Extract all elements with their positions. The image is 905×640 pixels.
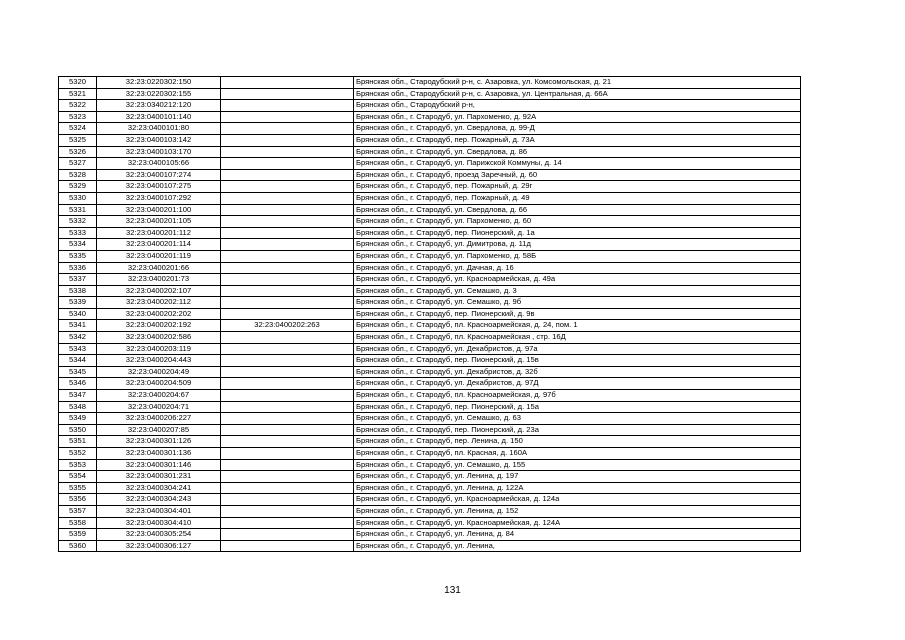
- row-number-cell: 5357: [59, 505, 97, 517]
- table-row: [59, 158, 801, 170]
- table-row: [59, 88, 801, 100]
- row-number-cell: 5353: [59, 459, 97, 471]
- address-cell: Брянская обл., г. Стародуб, пер. Ленина, д. 150: [354, 436, 801, 448]
- row-number-cell: 5345: [59, 366, 97, 378]
- table-row: [59, 204, 801, 216]
- row-number-cell: 5360: [59, 540, 97, 552]
- address-cell: Брянская обл., г. Стародуб, ул. Красноармейская, д. 49а: [354, 274, 801, 286]
- address-cell: Брянская обл., г. Стародуб, ул. Декабристов, д. 97а: [354, 343, 801, 355]
- row-number-cell: 5321: [59, 88, 97, 100]
- previous-number-cell: [221, 401, 354, 413]
- cadastral-number-cell: 32:23:0400101:80: [97, 123, 221, 135]
- cadastral-number-cell: 32:23:0400204:71: [97, 401, 221, 413]
- cadastral-number-cell: 32:23:0400107:275: [97, 181, 221, 193]
- address-cell: Брянская обл., г. Стародуб, ул. Пархоменко, д. 58Б: [354, 250, 801, 262]
- address-cell: Брянская обл., г. Стародуб, пер. Пожарный, д. 73А: [354, 134, 801, 146]
- table-row: [59, 227, 801, 239]
- table-row: [59, 378, 801, 390]
- cadastral-number-cell: 32:23:0400301:231: [97, 471, 221, 483]
- property-table: [58, 76, 801, 552]
- cadastral-number-cell: 32:23:0400301:146: [97, 459, 221, 471]
- previous-number-cell: [221, 77, 354, 89]
- row-number-cell: 5350: [59, 424, 97, 436]
- row-number-cell: 5355: [59, 482, 97, 494]
- previous-number-cell: 32:23:0400202:263: [221, 320, 354, 332]
- table-body: [59, 77, 801, 552]
- cadastral-number-cell: 32:23:0400203:119: [97, 343, 221, 355]
- row-number-cell: 5344: [59, 355, 97, 367]
- address-cell: Брянская обл., г. Стародуб, ул. Семашко, д. 155: [354, 459, 801, 471]
- previous-number-cell: [221, 134, 354, 146]
- table-row: [59, 239, 801, 251]
- previous-number-cell: [221, 459, 354, 471]
- cadastral-number-cell: 32:23:0400306:127: [97, 540, 221, 552]
- row-number-cell: 5348: [59, 401, 97, 413]
- cadastral-number-cell: 32:23:0400103:142: [97, 134, 221, 146]
- address-cell: Брянская обл., г. Стародуб, ул. Парижской Коммуны, д. 14: [354, 158, 801, 170]
- cadastral-number-cell: 32:23:0400204:509: [97, 378, 221, 390]
- row-number-cell: 5336: [59, 262, 97, 274]
- cadastral-number-cell: 32:23:0400304:241: [97, 482, 221, 494]
- cadastral-number-cell: 32:23:0400107:292: [97, 192, 221, 204]
- table-row: [59, 332, 801, 344]
- cadastral-number-cell: 32:23:0400103:170: [97, 146, 221, 158]
- page-number: 131: [444, 585, 461, 596]
- address-cell: Брянская обл., Стародубский р-н, с. Азаровка, ул. Комсомольская, д. 21: [354, 77, 801, 89]
- previous-number-cell: [221, 378, 354, 390]
- address-cell: Брянская обл., г. Стародуб, ул. Пархоменко, д. 60: [354, 216, 801, 228]
- table-row: [59, 505, 801, 517]
- table-row: [59, 436, 801, 448]
- cadastral-number-cell: 32:23:0400202:107: [97, 285, 221, 297]
- row-number-cell: 5359: [59, 529, 97, 541]
- row-number-cell: 5354: [59, 471, 97, 483]
- cadastral-number-cell: 32:23:0400301:126: [97, 436, 221, 448]
- row-number-cell: 5320: [59, 77, 97, 89]
- table-row: [59, 401, 801, 413]
- row-number-cell: 5343: [59, 343, 97, 355]
- previous-number-cell: [221, 250, 354, 262]
- table-row: [59, 320, 801, 332]
- previous-number-cell: [221, 413, 354, 425]
- row-number-cell: 5347: [59, 390, 97, 402]
- previous-number-cell: [221, 494, 354, 506]
- cadastral-number-cell: 32:23:0400304:243: [97, 494, 221, 506]
- table-row: [59, 482, 801, 494]
- row-number-cell: 5323: [59, 111, 97, 123]
- row-number-cell: 5331: [59, 204, 97, 216]
- cadastral-number-cell: 32:23:0400201:112: [97, 227, 221, 239]
- previous-number-cell: [221, 181, 354, 193]
- table-row: [59, 494, 801, 506]
- cadastral-number-cell: 32:23:0400204:67: [97, 390, 221, 402]
- table-row: [59, 355, 801, 367]
- address-cell: Брянская обл., г. Стародуб, ул. Ленина, д. 197: [354, 471, 801, 483]
- address-cell: Брянская обл., Стародубский р-н, с. Азаровка, ул. Центральная, д. 66А: [354, 88, 801, 100]
- row-number-cell: 5328: [59, 169, 97, 181]
- cadastral-number-cell: 32:23:0400202:192: [97, 320, 221, 332]
- table-row: [59, 297, 801, 309]
- previous-number-cell: [221, 424, 354, 436]
- cadastral-number-cell: 32:23:0400202:202: [97, 308, 221, 320]
- address-cell: Брянская обл., г. Стародуб, пер. Пионерский, д. 15а: [354, 401, 801, 413]
- row-number-cell: 5330: [59, 192, 97, 204]
- previous-number-cell: [221, 216, 354, 228]
- cadastral-number-cell: 32:23:0220302:155: [97, 88, 221, 100]
- address-cell: Брянская обл., г. Стародуб, ул. Семашко, д. 63: [354, 413, 801, 425]
- cadastral-number-cell: 32:23:0400202:586: [97, 332, 221, 344]
- address-cell: Брянская обл., г. Стародуб, пер. Пионерский, д. 23а: [354, 424, 801, 436]
- address-cell: Брянская обл., г. Стародуб, пл. Красноармейская, д. 24, пом. 1: [354, 320, 801, 332]
- row-number-cell: 5337: [59, 274, 97, 286]
- row-number-cell: 5340: [59, 308, 97, 320]
- row-number-cell: 5338: [59, 285, 97, 297]
- address-cell: Брянская обл., г. Стародуб, ул. Ленина,: [354, 540, 801, 552]
- address-cell: Брянская обл., г. Стародуб, ул. Красноармейская, д. 124а: [354, 494, 801, 506]
- previous-number-cell: [221, 146, 354, 158]
- address-cell: Брянская обл., г. Стародуб, ул. Ленина, д. 84: [354, 529, 801, 541]
- address-cell: Брянская обл., г. Стародуб, ул. Ленина, д. 152: [354, 505, 801, 517]
- table-row: [59, 366, 801, 378]
- table-row: [59, 540, 801, 552]
- cadastral-number-cell: 32:23:0400101:140: [97, 111, 221, 123]
- cadastral-number-cell: 32:23:0400201:105: [97, 216, 221, 228]
- table-row: [59, 471, 801, 483]
- row-number-cell: 5326: [59, 146, 97, 158]
- row-number-cell: 5327: [59, 158, 97, 170]
- previous-number-cell: [221, 482, 354, 494]
- table-row: [59, 308, 801, 320]
- address-cell: Брянская обл., г. Стародуб, ул. Семашко, д. 3: [354, 285, 801, 297]
- row-number-cell: 5325: [59, 134, 97, 146]
- table-row: [59, 274, 801, 286]
- address-cell: Брянская обл., г. Стародуб, пл. Красная, д. 160А: [354, 448, 801, 460]
- address-cell: Брянская обл., г. Стародуб, ул. Димитрова, д. 11д: [354, 239, 801, 251]
- address-cell: Брянская обл., г. Стародуб, ул. Декабристов, д. 97Д: [354, 378, 801, 390]
- cadastral-number-cell: 32:23:0340212:120: [97, 100, 221, 112]
- previous-number-cell: [221, 239, 354, 251]
- table-row: [59, 192, 801, 204]
- table-row: [59, 459, 801, 471]
- cadastral-number-cell: 32:23:0400301:136: [97, 448, 221, 460]
- table-row: [59, 390, 801, 402]
- previous-number-cell: [221, 517, 354, 529]
- previous-number-cell: [221, 285, 354, 297]
- previous-number-cell: [221, 471, 354, 483]
- cadastral-number-cell: 32:23:0400206:227: [97, 413, 221, 425]
- address-cell: Брянская обл., г. Стародуб, ул. Ленина, д. 122А: [354, 482, 801, 494]
- address-cell: Брянская обл., г. Стародуб, проезд Заречный, д. 60: [354, 169, 801, 181]
- address-cell: Брянская обл., г. Стародуб, ул. Пархоменко, д. 92А: [354, 111, 801, 123]
- previous-number-cell: [221, 227, 354, 239]
- row-number-cell: 5358: [59, 517, 97, 529]
- address-cell: Брянская обл., г. Стародуб, пер. Пионерский, д. 9в: [354, 308, 801, 320]
- row-number-cell: 5341: [59, 320, 97, 332]
- cadastral-number-cell: 32:23:0400107:274: [97, 169, 221, 181]
- table-row: [59, 216, 801, 228]
- previous-number-cell: [221, 262, 354, 274]
- address-cell: Брянская обл., г. Стародуб, ул. Свердлова, д. 99-Д: [354, 123, 801, 135]
- row-number-cell: 5352: [59, 448, 97, 460]
- address-cell: Брянская обл., г. Стародуб, ул. Свердлова, д. 86: [354, 146, 801, 158]
- previous-number-cell: [221, 436, 354, 448]
- row-number-cell: 5332: [59, 216, 97, 228]
- table-row: [59, 448, 801, 460]
- table-row: [59, 413, 801, 425]
- table-row: [59, 181, 801, 193]
- row-number-cell: 5351: [59, 436, 97, 448]
- cadastral-number-cell: 32:23:0400305:254: [97, 529, 221, 541]
- previous-number-cell: [221, 332, 354, 344]
- row-number-cell: 5342: [59, 332, 97, 344]
- address-cell: Брянская обл., г. Стародуб, ул. Декабристов, д. 32б: [354, 366, 801, 378]
- table-row: [59, 343, 801, 355]
- cadastral-number-cell: 32:23:0400304:410: [97, 517, 221, 529]
- table-row: [59, 285, 801, 297]
- table-row: [59, 250, 801, 262]
- address-cell: Брянская обл., Стародубский р-н,: [354, 100, 801, 112]
- table-row: [59, 123, 801, 135]
- cadastral-number-cell: 32:23:0400201:73: [97, 274, 221, 286]
- previous-number-cell: [221, 529, 354, 541]
- address-cell: Брянская обл., г. Стародуб, ул. Свердлова, д. 66: [354, 204, 801, 216]
- row-number-cell: 5349: [59, 413, 97, 425]
- previous-number-cell: [221, 540, 354, 552]
- previous-number-cell: [221, 355, 354, 367]
- cadastral-number-cell: 32:23:0400304:401: [97, 505, 221, 517]
- previous-number-cell: [221, 158, 354, 170]
- row-number-cell: 5335: [59, 250, 97, 262]
- row-number-cell: 5334: [59, 239, 97, 251]
- address-cell: Брянская обл., г. Стародуб, пер. Пионерский, д. 15в: [354, 355, 801, 367]
- cadastral-number-cell: 32:23:0220302:150: [97, 77, 221, 89]
- previous-number-cell: [221, 297, 354, 309]
- table-row: [59, 146, 801, 158]
- table-row: [59, 424, 801, 436]
- previous-number-cell: [221, 169, 354, 181]
- previous-number-cell: [221, 308, 354, 320]
- address-cell: Брянская обл., г. Стародуб, ул. Дачная, д. 16: [354, 262, 801, 274]
- table-row: [59, 100, 801, 112]
- previous-number-cell: [221, 343, 354, 355]
- cadastral-number-cell: 32:23:0400201:100: [97, 204, 221, 216]
- address-cell: Брянская обл., г. Стародуб, пл. Красноармейская, д. 97б: [354, 390, 801, 402]
- previous-number-cell: [221, 390, 354, 402]
- address-cell: Брянская обл., г. Стародуб, пл. Красноармейская , стр. 16Д: [354, 332, 801, 344]
- cadastral-number-cell: 32:23:0400105:66: [97, 158, 221, 170]
- previous-number-cell: [221, 448, 354, 460]
- table-row: [59, 529, 801, 541]
- address-cell: Брянская обл., г. Стародуб, пер. Пожарный, д. 49: [354, 192, 801, 204]
- table-row: [59, 262, 801, 274]
- cadastral-number-cell: 32:23:0400204:49: [97, 366, 221, 378]
- row-number-cell: 5339: [59, 297, 97, 309]
- cadastral-number-cell: 32:23:0400201:66: [97, 262, 221, 274]
- cadastral-number-cell: 32:23:0400202:112: [97, 297, 221, 309]
- previous-number-cell: [221, 204, 354, 216]
- table-row: [59, 77, 801, 89]
- row-number-cell: 5346: [59, 378, 97, 390]
- previous-number-cell: [221, 88, 354, 100]
- cadastral-number-cell: 32:23:0400201:119: [97, 250, 221, 262]
- previous-number-cell: [221, 123, 354, 135]
- row-number-cell: 5324: [59, 123, 97, 135]
- table-row: [59, 517, 801, 529]
- address-cell: Брянская обл., г. Стародуб, ул. Красноармейская, д. 124А: [354, 517, 801, 529]
- previous-number-cell: [221, 366, 354, 378]
- row-number-cell: 5356: [59, 494, 97, 506]
- previous-number-cell: [221, 274, 354, 286]
- address-cell: Брянская обл., г. Стародуб, ул. Семашко, д. 9б: [354, 297, 801, 309]
- cadastral-number-cell: 32:23:0400207:85: [97, 424, 221, 436]
- cadastral-number-cell: 32:23:0400201:114: [97, 239, 221, 251]
- table-row: [59, 111, 801, 123]
- table-row: [59, 169, 801, 181]
- address-cell: Брянская обл., г. Стародуб, пер. Пионерский, д. 1а: [354, 227, 801, 239]
- previous-number-cell: [221, 111, 354, 123]
- row-number-cell: 5333: [59, 227, 97, 239]
- previous-number-cell: [221, 192, 354, 204]
- row-number-cell: 5322: [59, 100, 97, 112]
- row-number-cell: 5329: [59, 181, 97, 193]
- previous-number-cell: [221, 100, 354, 112]
- address-cell: Брянская обл., г. Стародуб, пер. Пожарный, д. 29г: [354, 181, 801, 193]
- previous-number-cell: [221, 505, 354, 517]
- cadastral-number-cell: 32:23:0400204:443: [97, 355, 221, 367]
- table-row: [59, 134, 801, 146]
